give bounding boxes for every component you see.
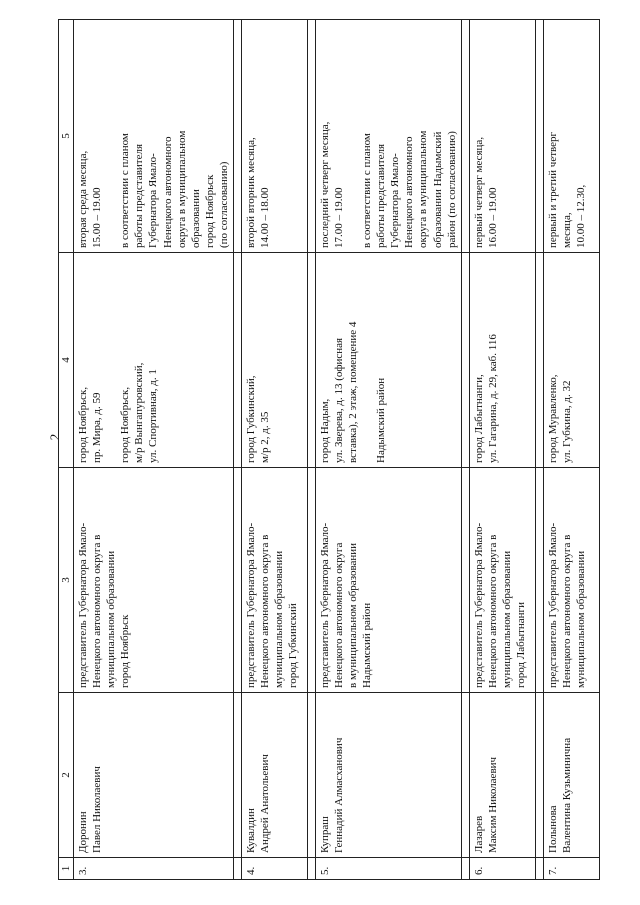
- column-number: 1: [59, 858, 74, 880]
- address-line: м/р Вынгапуровский,: [133, 362, 146, 463]
- table-row: [315, 20, 461, 880]
- schedule-line: образовании: [189, 189, 202, 248]
- address-line: м/р 2, д. 35: [259, 411, 272, 463]
- position-line: Ненецкого автономного округа в: [560, 534, 573, 688]
- column-number-row: [59, 20, 74, 880]
- address-line: ул. Зверева, д. 13 (офисная: [333, 337, 346, 463]
- column-number: 3: [59, 468, 74, 693]
- position-line: муниципальном образовании: [105, 550, 118, 688]
- schedule-line: первый четверг месяца,: [472, 136, 485, 248]
- table-row: [241, 20, 307, 880]
- address-line: город Ноябрьск,: [119, 386, 132, 463]
- position-line: представитель Губернатора Ямало-: [244, 522, 257, 688]
- position-line: муниципальном образовании: [574, 550, 587, 688]
- position-line: в муниципальном образовании: [347, 542, 360, 688]
- position-line: представитель Губернатора Ямало-: [472, 522, 485, 688]
- address-cell: [74, 253, 234, 468]
- position-line: представитель Губернатора Ямало-: [77, 522, 90, 688]
- row-spacer: [233, 20, 241, 880]
- name-line: Кувалдин: [244, 808, 257, 853]
- schedule-line: округа в муниципальном: [417, 130, 430, 248]
- name-line: Лазарев: [472, 815, 485, 853]
- spacer-cell: [307, 20, 315, 253]
- address-line: пр. Мира, д. 59: [91, 392, 104, 463]
- schedule-line: работы представителя: [133, 143, 146, 248]
- position-line: город Губкинский: [287, 603, 300, 688]
- row-spacer: [461, 20, 469, 880]
- schedule-line: работы представителя: [375, 143, 388, 248]
- name-line: Павел Николаевич: [91, 766, 104, 853]
- schedule-line: 15.00 – 19.00: [91, 187, 104, 248]
- name-line: Полынова: [546, 805, 559, 853]
- schedule-cell: [315, 20, 461, 253]
- row-spacer: [535, 20, 543, 880]
- name-cell: [543, 693, 599, 858]
- position-line: муниципальном образовании: [273, 550, 286, 688]
- schedule-line: Ненецкого автономного: [161, 136, 174, 248]
- schedule-line: месяца,: [560, 212, 573, 248]
- spacer-cell: [233, 468, 241, 693]
- position-line: представитель Губернатора Ямало-: [546, 522, 559, 688]
- spacer-cell: [535, 858, 543, 880]
- position-cell: [543, 468, 599, 693]
- schedule-cell: [74, 20, 234, 253]
- position-line: Ненецкого автономного округа в: [486, 534, 499, 688]
- position-line: Надымский район: [361, 602, 374, 688]
- spacer-cell: [461, 253, 469, 468]
- schedule-line: Губернатора Ямало-: [389, 153, 402, 248]
- position-cell: [241, 468, 307, 693]
- schedule-line: второй вторник месяца,: [244, 137, 257, 248]
- column-number: 5: [59, 20, 74, 253]
- spacer-cell: [535, 693, 543, 858]
- schedule-line: Ненецкого автономного: [403, 136, 416, 248]
- position-cell: [74, 468, 234, 693]
- position-line: представитель Губернатора Ямало-: [318, 522, 331, 688]
- address-cell: [543, 253, 599, 468]
- address-line: ул. Гагарина, д. 29, каб. 116: [486, 334, 499, 463]
- schedule-line: в соответствии с планом: [119, 133, 132, 248]
- address-line: город Муравленко,: [546, 374, 559, 463]
- spacer-cell: [461, 468, 469, 693]
- spacer-cell: [461, 20, 469, 253]
- address-line: вставка), 2 этаж, помещение 4: [347, 321, 360, 463]
- name-line: Купраш: [318, 816, 331, 853]
- position-cell: [469, 468, 535, 693]
- spacer-cell: [307, 858, 315, 880]
- spacer-cell: [535, 468, 543, 693]
- address-line: [360, 257, 374, 463]
- spacer-cell: [233, 858, 241, 880]
- schedule-line: образовании Надымский: [431, 131, 444, 248]
- column-number: 2: [59, 693, 74, 858]
- schedule-line: 16.00 – 19.00: [486, 187, 499, 248]
- name-cell: [315, 693, 461, 858]
- spacer-cell: [307, 468, 315, 693]
- spacer-cell: [461, 693, 469, 858]
- position-line: муниципальном образовании: [500, 550, 513, 688]
- table-row: [543, 20, 599, 880]
- position-cell: [315, 468, 461, 693]
- address-line: Надымский район: [375, 377, 388, 463]
- address-line: город Губкинский,: [244, 375, 257, 463]
- row-spacer: [307, 20, 315, 880]
- page-number: 2: [47, 433, 62, 441]
- row-number: 4.: [241, 858, 307, 880]
- column-number: 4: [59, 253, 74, 468]
- spacer-cell: [535, 20, 543, 253]
- spacer-cell: [233, 20, 241, 253]
- schedule-line: последний четверг месяца,: [318, 121, 331, 248]
- spacer-cell: [307, 693, 315, 858]
- schedule-line: 10.00 – 12.30,: [574, 184, 587, 248]
- spacer-cell: [233, 693, 241, 858]
- address-line: город Лабытнанги,: [472, 374, 485, 463]
- name-cell: [241, 693, 307, 858]
- schedule-line: [346, 24, 360, 248]
- representatives-table: [58, 19, 600, 880]
- position-line: город Лабытнанги: [514, 602, 527, 688]
- row-number: 5.: [315, 858, 461, 880]
- schedule-line: район (по согласованию): [445, 131, 458, 248]
- position-line: город Ноябрьск: [119, 614, 132, 688]
- schedule-cell: [543, 20, 599, 253]
- schedule-line: Губернатора Ямало-: [147, 153, 160, 248]
- address-cell: [315, 253, 461, 468]
- name-line: Андрей Анатольевич: [259, 754, 272, 853]
- row-number: 6.: [469, 858, 535, 880]
- row-number: 3.: [74, 858, 234, 880]
- schedule-line: в соответствии с планом: [361, 133, 374, 248]
- position-line: Ненецкого автономного округа в: [91, 534, 104, 688]
- spacer-cell: [307, 253, 315, 468]
- schedule-line: [104, 24, 118, 248]
- address-line: ул. Губкина, д. 32: [560, 380, 573, 463]
- address-cell: [241, 253, 307, 468]
- position-line: Ненецкого автономного округа: [333, 542, 346, 688]
- address-line: город Ноябрьск,: [77, 386, 90, 463]
- schedule-cell: [241, 20, 307, 253]
- schedule-line: город Ноябрьск: [203, 174, 216, 248]
- position-line: Ненецкого автономного округа в: [259, 534, 272, 688]
- schedule-line: 14.00 – 18.00: [259, 187, 272, 248]
- schedule-line: (по согласованию): [217, 161, 230, 248]
- spacer-cell: [535, 253, 543, 468]
- schedule-cell: [469, 20, 535, 253]
- schedule-line: первый и третий четверг: [546, 131, 559, 248]
- name-line: Валентина Кузьминична: [560, 737, 573, 853]
- address-line: город Надым,: [318, 398, 331, 463]
- spacer-cell: [233, 253, 241, 468]
- name-cell: [469, 693, 535, 858]
- table-row: [74, 20, 234, 880]
- schedule-line: вторая среда месяца,: [77, 150, 90, 248]
- address-line: ул. Спортивная, д. 1: [147, 369, 160, 463]
- address-line: [104, 257, 118, 463]
- name-line: Доронин: [77, 811, 90, 853]
- address-cell: [469, 253, 535, 468]
- schedule-line: округа в муниципальном: [175, 130, 188, 248]
- name-line: Максим Николаевич: [486, 756, 499, 853]
- name-line: Геннадий Алмасханович: [333, 737, 346, 853]
- spacer-cell: [461, 858, 469, 880]
- row-number: 7.: [543, 858, 599, 880]
- schedule-line: 17.00 – 19.00: [333, 187, 346, 248]
- table-row: [469, 20, 535, 880]
- name-cell: [74, 693, 234, 858]
- rotated-table-frame: [58, 20, 587, 880]
